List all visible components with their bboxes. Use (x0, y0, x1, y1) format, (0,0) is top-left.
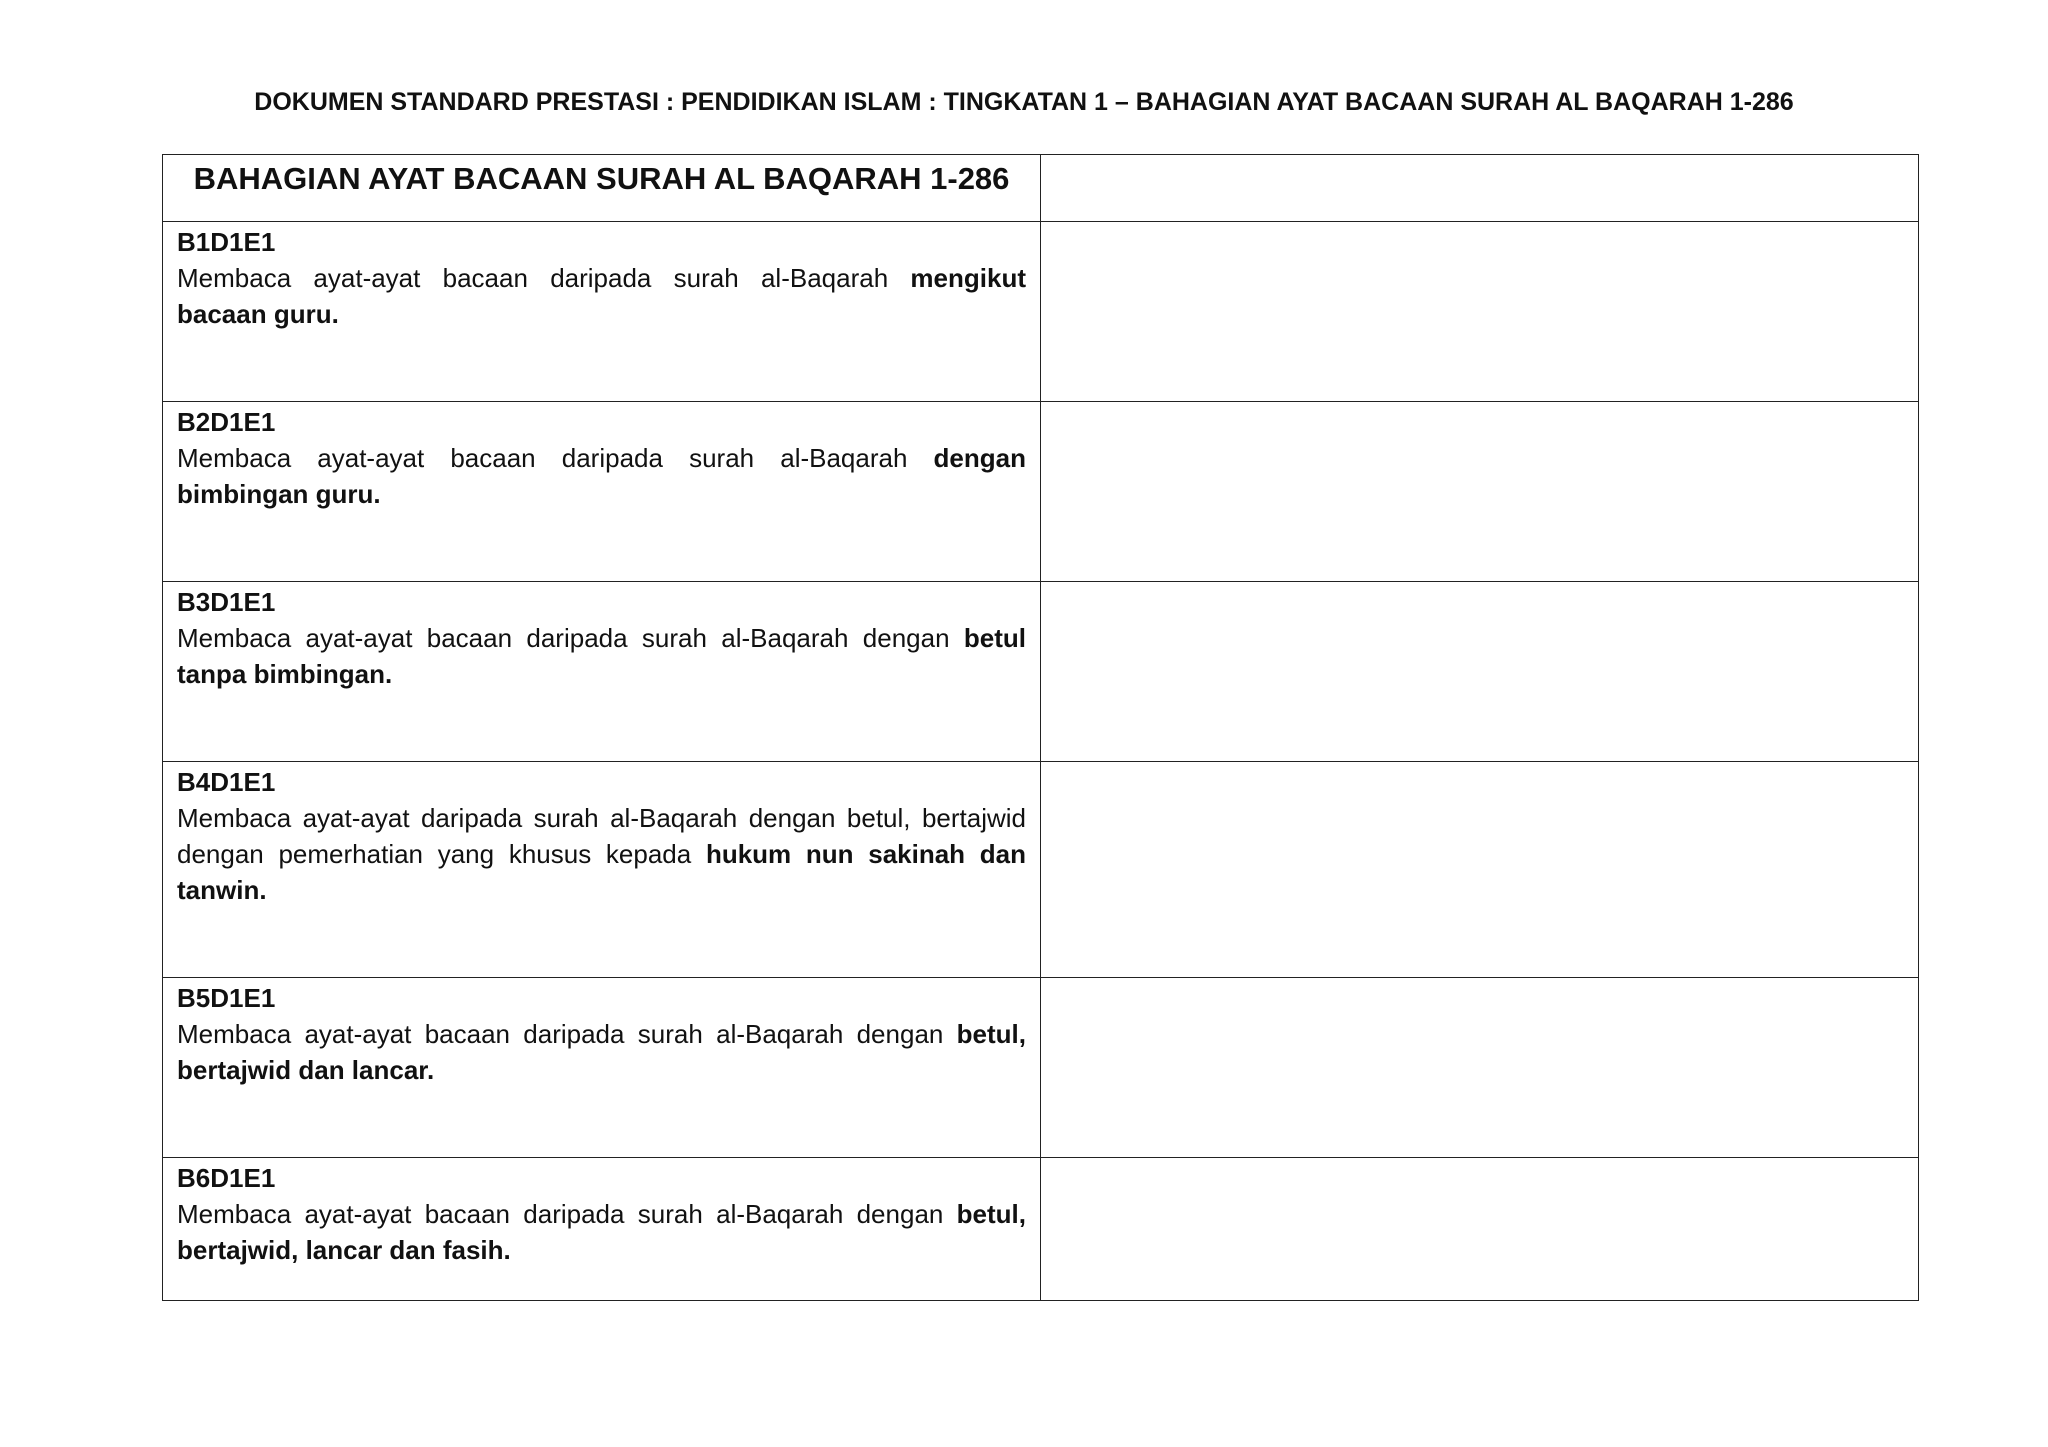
document-title: DOKUMEN STANDARD PRESTASI : PENDIDIKAN ISLAM : TINGKATAN 1 – BAHAGIAN AYAT BACAAN SURAH AL BAQARAH 1-286 (254, 88, 1794, 116)
standard-description (177, 800, 1026, 908)
standard-description (177, 1196, 1026, 1268)
description-bold: mengikut bacaan guru. (177, 263, 1026, 329)
evidence-cell (1041, 978, 1919, 1158)
standard-cell (163, 1158, 1041, 1301)
table-header-left: BAHAGIAN AYAT BACAAN SURAH AL BAQARAH 1-286 (163, 155, 1041, 222)
table-row (163, 222, 1919, 402)
table-row (163, 402, 1919, 582)
description-plain: Membaca ayat-ayat bacaan daripada surah al-Baqarah (177, 443, 934, 473)
evidence-cell (1041, 1158, 1919, 1301)
description-plain: Membaca ayat-ayat bacaan daripada surah al-Baqarah dengan (177, 623, 964, 653)
description-bold: betul, bertajwid dan lancar. (177, 1019, 1026, 1085)
standard-code: B5D1E1 (177, 983, 276, 1013)
description-plain: Membaca ayat-ayat daripada surah al-Baqarah dengan betul, bertajwid dengan pemerhatian yang khusus kepada (177, 803, 1026, 869)
evidence-cell (1041, 582, 1919, 762)
standard-description (177, 1016, 1026, 1088)
evidence-cell (1041, 222, 1919, 402)
standard-cell (163, 762, 1041, 978)
standard-code: B4D1E1 (177, 767, 276, 797)
standard-cell (163, 978, 1041, 1158)
standard-description (177, 260, 1026, 332)
evidence-cell (1041, 402, 1919, 582)
standard-code: B6D1E1 (177, 1163, 276, 1193)
standard-code: B2D1E1 (177, 407, 276, 437)
table-header-row (163, 155, 1919, 222)
description-bold: dengan bimbingan guru. (177, 443, 1026, 509)
description-plain: Membaca ayat-ayat bacaan daripada surah al-Baqarah dengan (177, 1019, 957, 1049)
table-header-right (1041, 155, 1919, 222)
table-row (163, 582, 1919, 762)
standard-code: B3D1E1 (177, 587, 276, 617)
standard-description (177, 440, 1026, 512)
table-row (163, 762, 1919, 978)
performance-standard-table (162, 154, 1919, 1301)
description-plain: Membaca ayat-ayat bacaan daripada surah al-Baqarah (177, 263, 911, 293)
description-bold: hukum nun sakinah dan tanwin. (177, 839, 1026, 905)
description-bold: betul, bertajwid, lancar dan fasih. (177, 1199, 1026, 1265)
description-bold: betul tanpa bimbingan. (177, 623, 1026, 689)
standard-description (177, 620, 1026, 692)
description-plain: Membaca ayat-ayat bacaan daripada surah al-Baqarah dengan (177, 1199, 957, 1229)
standard-cell (163, 582, 1041, 762)
standard-code: B1D1E1 (177, 227, 276, 257)
table-row (163, 978, 1919, 1158)
standard-cell (163, 402, 1041, 582)
standard-cell (163, 222, 1041, 402)
evidence-cell (1041, 762, 1919, 978)
table-row (163, 1158, 1919, 1301)
